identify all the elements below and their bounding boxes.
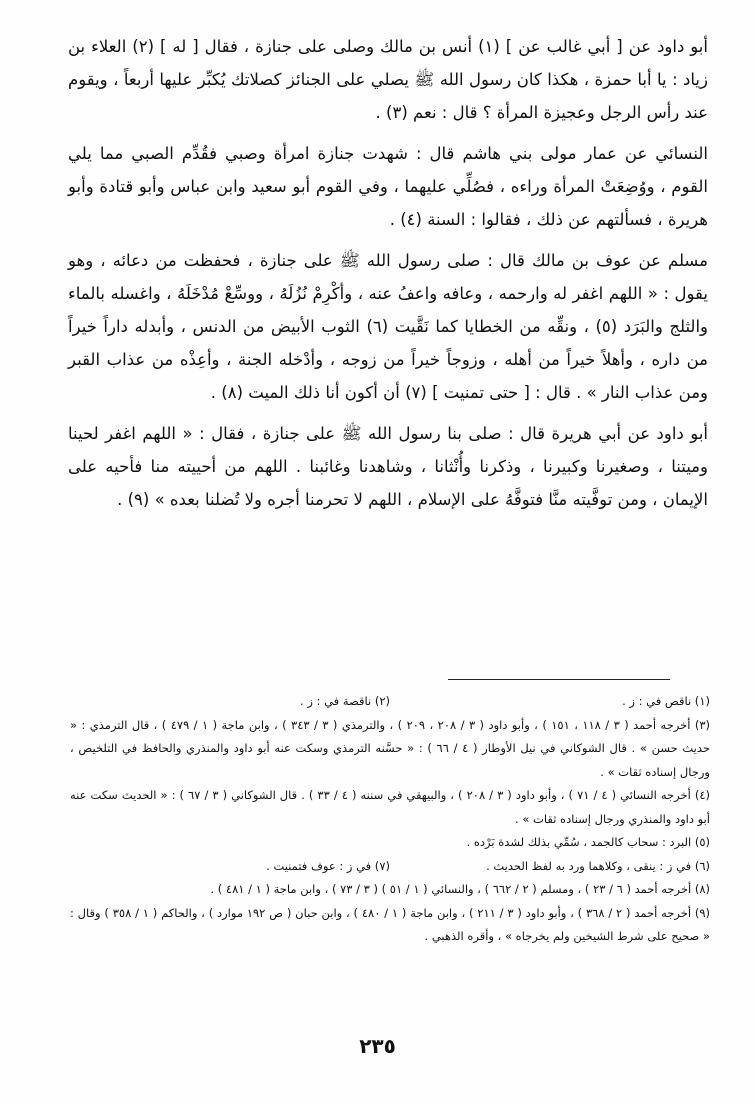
footnotes	[70, 690, 710, 949]
footnote-row	[70, 855, 710, 879]
footnote-5: (٥) البرد : سحاب كالجمد ، سُمِّي بذلك لشدة بَرْده .	[466, 835, 710, 849]
main-text	[68, 30, 708, 524]
footnote-9: (٩) أخرجه أحمد ( ٢ / ٣٦٨ ) ، وأبو داود ( ٣ / ٢١١ ) ، وابن ماجة ( ١ / ٤٨٠ ) ، وابن حبان ( ص ١٩٢ موارد ) ، والحاكم ( ١ / ٣٥٨ ) وقال : « صحيح على شرط الشيخين ولم يخرجاه » ، وأقره الذهبي .	[70, 905, 711, 943]
paragraph-abu-dawud-anas: أبو داود عن [ أبي غالب عن ] (١) أنس بن مالك وصلى على جنازة ، فقال [ له ] (٢) العلاء بن زياد : يا أبا حمزة ، هكذا كان رسول الله ﷺ يصلي على الجنائز كصلاتك يُكبِّر عليها أربعاً ، ويقوم عند رأس الرجل وعجيزة المرأة ؟ قال : نعم (٣) .	[68, 37, 708, 122]
footnote-3: (٣) أخرجه أحمد ( ٣ / ١١٨ ، ١٥١ ) ، وأبو داود ( ٣ / ٢٠٨ ، ٢٠٩ ) ، والترمذي ( ٣ / ٣٤٣ ) ، وابن ماجة ( ١ / ٤٧٩ ) ، قال الترمذي : « حديث حسن » . قال الشوكاني في نيل الأوطار ( ٤ / ٦٦ ) : « حسَّنه الترمذي وسكت عنه أبو داود والمنذري والحافظ في التلخيص ، ورجال إسناده ثقات » .	[70, 717, 711, 779]
footnote-8: (٨) أخرجه أحمد ( ٦ / ٢٣ ) ، ومسلم ( ٢ / ٦٦٢ ) ، والنسائي ( ١ / ٥١ ) ( ٣ / ٧٣ ) ، وابن ماجة ( ١ / ٤٨١ ) .	[210, 882, 710, 896]
footnote-2: (٢) ناقصة في : ز .	[300, 694, 390, 708]
footnote-row	[70, 690, 710, 714]
footnote-7: (٧) في ز : عوف فتمنيت .	[266, 858, 390, 873]
paragraph-muslim-awf: مسلم عن عوف بن مالك قال : صلى رسول الله ﷺ على جنازة ، فحفظت من دعائه ، وهو يقول : « اللهم اغفر له وارحمه ، وعافه واعفُ عنه ، وأكْرِمْ نُزُلَهُ ، ووسِّعْ مُدْخَلَهُ ، واغسله بالماء والثلج والبَرَد (٥) ، ونقِّه من الخطايا كما نَقَّيت (٦) الثوب الأبيض من الدنس ، وأبدله داراً خيراً من داره ، وأهلاً خيراً من أهله ، وزوجاً خيراً من زوجه ، وأدْخله الجنة ، وأعِذْه من عذاب القبر ومن عذاب النار » . قال : [ حتى تمنيت ] (٧) أن أكون أنا ذلك الميت (٨) .	[68, 251, 709, 402]
paragraph-nasai-ammar: النسائي عن عمار مولى بني هاشم قال : شهدت جنازة امرأة وصبي فقُدِّم الصبي مما يلي القوم ، ووُضِعَتْ المرأة وراءه ، فصُلِّي عليهما ، وفي القوم أبو سعيد وابن عباس وأبو قتادة وأبو هريرة ، فسألتهم عن ذلك ، فقالوا : السنة (٤) .	[68, 144, 708, 229]
page-number: ٢٣٥	[359, 1034, 396, 1058]
footnote-separator	[448, 679, 670, 680]
paragraph-abu-dawud-abu-hurayra: أبو داود عن أبي هريرة قال : صلى بنا رسول الله ﷺ على جنازة ، فقال : « اللهم اغفر لحينا وميتنا ، وصغيرنا وكبيرنا ، وذكرنا وأُنْثانا ، وشاهدنا وغائبنا . اللهم من أحييته منا فأحيه على الإيمان ، ومن توفَّيته منَّا فتوفَّهُ على الإسلام ، اللهم لا تحرمنا أجره ولا تُضلنا بعده » (٩) .	[68, 424, 708, 509]
footnote-6: (٦) في ز : ينقى ، وكلاهما ورد به لفظ الحديث .	[486, 858, 710, 873]
footnote-1: (١) ناقص في : ز .	[622, 694, 710, 708]
footnote-4: (٤) أخرجه النسائي ( ٤ / ٧١ ) ، وأبو داود ( ٣ / ٢٠٨ ) ، والبيهقي في سننه ( ٤ / ٣٣ ) . قال الشوكاني ( ٣ / ٦٧ ) : « الحديث سكت عنه أبو داود والمنذري ورجال إسناده ثقات » .	[70, 788, 711, 826]
